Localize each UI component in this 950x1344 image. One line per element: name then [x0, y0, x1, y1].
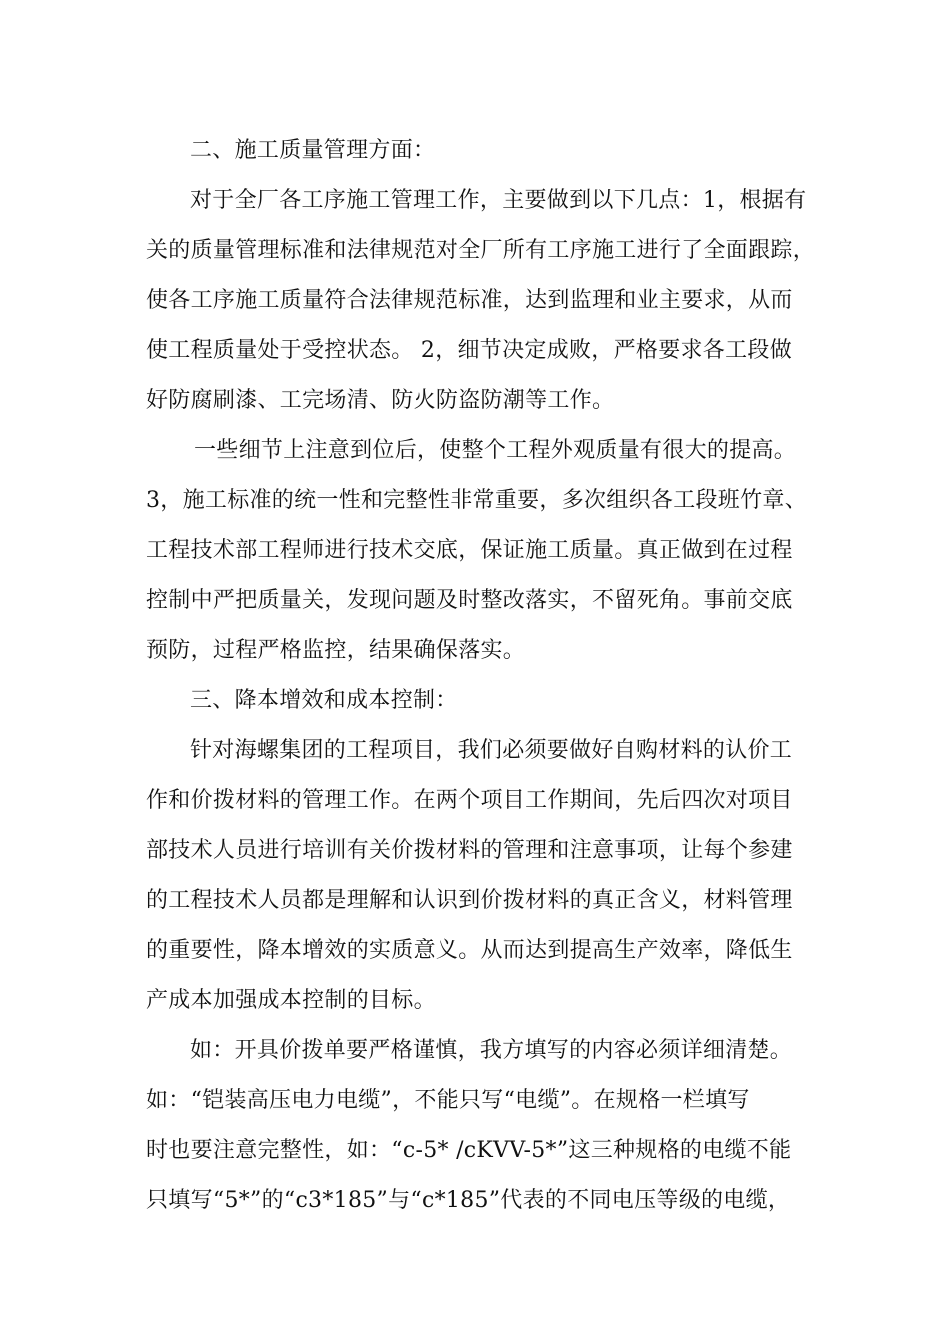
paragraph-line: 如：开具价拨单要严格谨慎，我方填写的内容必须详细清楚。 [190, 1038, 793, 1063]
paragraph-line: 时也要注意完整性，如：“c-5* /cKVV-5*”这三种规格的电缆不能 [146, 1138, 792, 1163]
paragraph-line: 使各工序施工质量符合法律规范标准，达到监理和业主要求，从而 [146, 288, 793, 313]
paragraph-line: 产成本加强成本控制的目标。 [146, 988, 436, 1013]
paragraph-line: 对于全厂各工序施工管理工作，主要做到以下几点：1，根据有 [190, 188, 807, 213]
paragraph-line: 使工程质量处于受控状态。 2，细节决定成败，严格要求各工段做 [146, 338, 792, 363]
paragraph-line: 控制中严把质量关，发现问题及时整改落实，不留死角。事前交底 [146, 588, 793, 613]
paragraph-line: 的工程技术人员都是理解和认识到价拨材料的真正含义，材料管理 [146, 888, 793, 913]
paragraph-line: 3，施工标准的统一性和完整性非常重要，多次组织各工段班竹章、 [146, 488, 807, 513]
paragraph-line: 作和价拨材料的管理工作。在两个项目工作期间，先后四次对项目 [146, 788, 793, 813]
paragraph-line: 关的质量管理标准和法律规范对全厂所有工序施工进行了全面跟踪， [146, 238, 816, 263]
paragraph-line: 针对海螺集团的工程项目，我们必须要做好自购材料的认价工 [190, 738, 793, 763]
heading-quality-management: 二、施工质量管理方面： [190, 138, 436, 163]
heading-cost-control: 三、降本增效和成本控制： [190, 688, 458, 713]
paragraph-line: 预防，过程严格监控，结果确保落实。 [146, 638, 526, 663]
paragraph-line: 工程技术部工程师进行技术交底，保证施工质量。真正做到在过程 [146, 538, 793, 563]
paragraph-line: 部技术人员进行培训有关价拨材料的管理和注意事项，让每个参建 [146, 838, 793, 863]
paragraph-line: 只填写“5*”的“c3*185”与“c*185”代表的不同电压等级的电缆， [146, 1188, 791, 1213]
paragraph-line: 一些细节上注意到位后，使整个工程外观质量有很大的提高。 [194, 438, 797, 463]
paragraph-line: 如：“铠装高压电力电缆”，不能只写“电缆”。在规格一栏填写 [146, 1088, 750, 1113]
paragraph-line: 的重要性，降本增效的实质意义。从而达到提高生产效率，降低生 [146, 938, 793, 963]
paragraph-line: 好防腐刷漆、工完场清、防火防盗防潮等工作。 [146, 388, 615, 413]
